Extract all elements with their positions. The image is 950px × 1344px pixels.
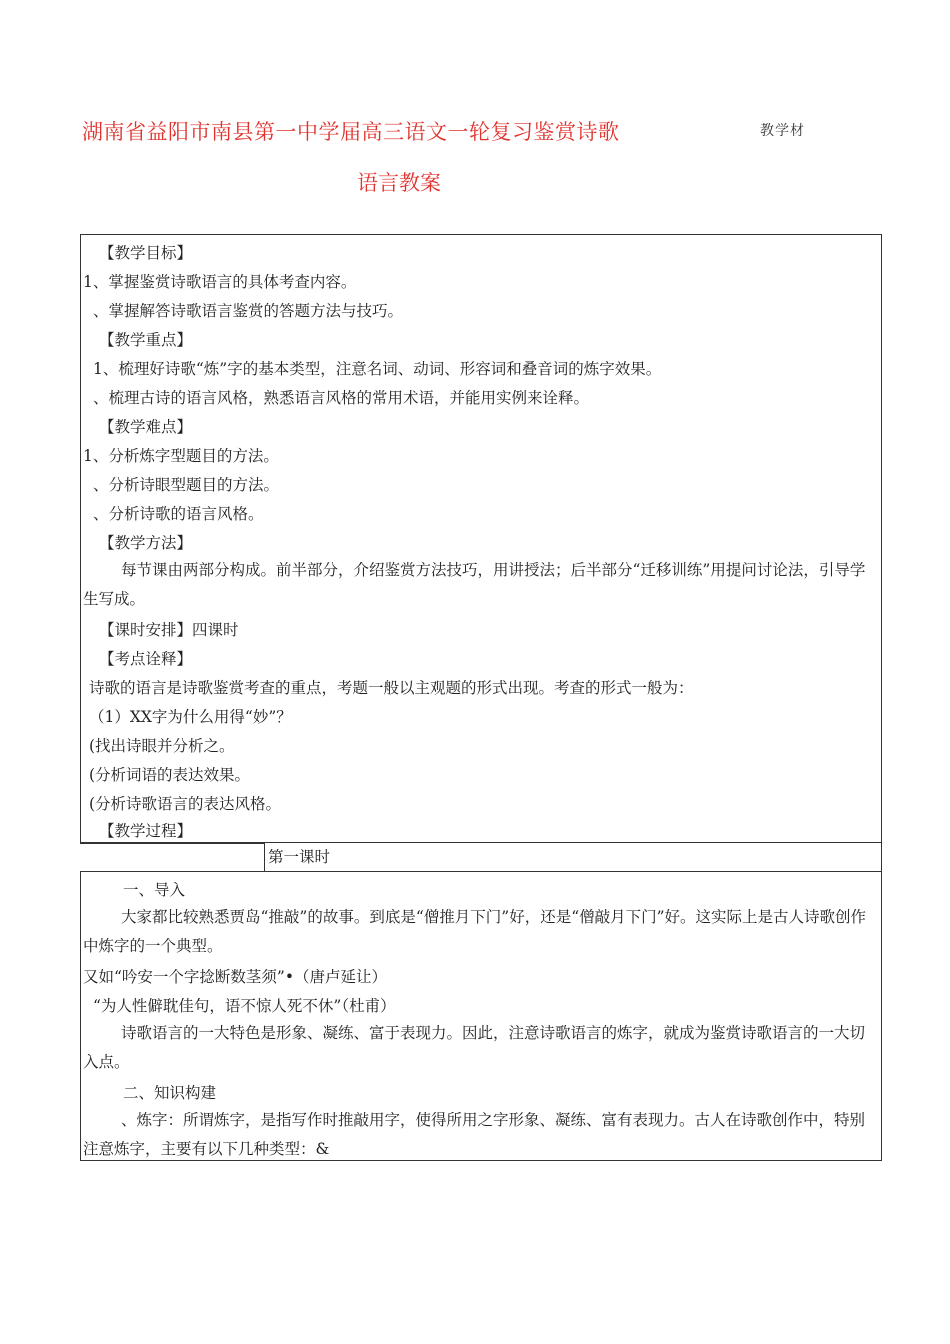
quote-line: 又如“吟安一个字捻断数茎须”•（唐卢延让）: [83, 968, 387, 986]
goal-item: 1、掌握鉴赏诗歌语言的具体考查内容。: [83, 273, 357, 291]
lesson-one-box: [80, 871, 882, 1161]
title-line-1: 湖南省益阳市南县第一中学届高三语文一轮复习鉴赏诗歌: [82, 120, 620, 144]
introduction-paragraph: 大家都比较熟悉贾岛“推敲”的故事。到底是“僧推月下门”好，还是“僧敲月下门”好。这实际上是古人诗歌创作中炼字的一个典型。: [83, 908, 867, 955]
difficulty-item: 、分析诗歌的语言风格。: [93, 505, 264, 523]
heading-teaching-goals: 【教学目标】: [99, 244, 193, 262]
exam-points-paragraph: 诗歌的语言是诗歌鉴赏考查的重点，考题一般以主观题的形式出现。考查的形式一般为：: [89, 679, 694, 697]
key-point-item: 、梳理古诗的语言风格，熟悉语言风格的常用术语，并能用实例来诠释。: [93, 389, 590, 407]
title-line-2: 语言教案: [357, 171, 441, 195]
section-label-cell: [264, 843, 882, 871]
heading-difficulties: 【教学难点】: [99, 418, 193, 436]
heading-exam-points: 【考点诠释】: [99, 650, 193, 668]
exam-form-item: (分析诗歌语言的表达风格。: [89, 795, 282, 813]
language-feature-paragraph: 诗歌语言的一大特色是形象、凝练、富于表现力。因此，注意诗歌语言的炼字，就成为鉴赏诗歌语言的一大切入点。: [83, 1024, 866, 1071]
corner-note: 教学材: [760, 123, 805, 139]
section-label: 第一课时: [268, 848, 331, 866]
exam-form-item: (分析词语的表达效果。: [89, 766, 251, 784]
heading-knowledge-building: 二、知识构建: [123, 1084, 217, 1102]
section-divider: [80, 843, 264, 844]
heading-schedule: 【课时安排】四课时: [99, 621, 239, 639]
heading-teaching-method: 【教学方法】: [99, 534, 193, 552]
exam-form-item: （1）XX字为什么用得“妙”？: [89, 708, 292, 726]
exam-form-item: (找出诗眼并分析之。: [89, 737, 235, 755]
quote-line: “为人性僻耽佳句，语不惊人死不休”（杜甫）: [93, 997, 396, 1015]
lesson-overview-box: [80, 234, 882, 843]
heading-key-points: 【教学重点】: [99, 331, 193, 349]
word-refining-paragraph: 、炼字：所谓炼字，是指写作时推敲用字，使得所用之字形象、凝练、富有表现力。古人在诗歌创作中，特别注意炼字，主要有以下几种类型：&: [83, 1111, 866, 1158]
teaching-method-paragraph: 每节课由两部分构成。前半部分，介绍鉴赏方法技巧，用讲授法；后半部分“迁移训练”用提问讨论法，引导学生写成。: [83, 561, 866, 608]
heading-teaching-process: 【教学过程】: [99, 822, 193, 840]
heading-introduction: 一、导入: [123, 881, 186, 899]
key-point-item: 1、梳理好诗歌“炼”字的基本类型，注意名词、动词、形容词和叠音词的炼字效果。: [93, 360, 662, 378]
difficulty-item: 1、分析炼字型题目的方法。: [83, 447, 279, 465]
difficulty-item: 、分析诗眼型题目的方法。: [93, 476, 280, 494]
goal-item: 、掌握解答诗歌语言鉴赏的答题方法与技巧。: [93, 302, 404, 320]
